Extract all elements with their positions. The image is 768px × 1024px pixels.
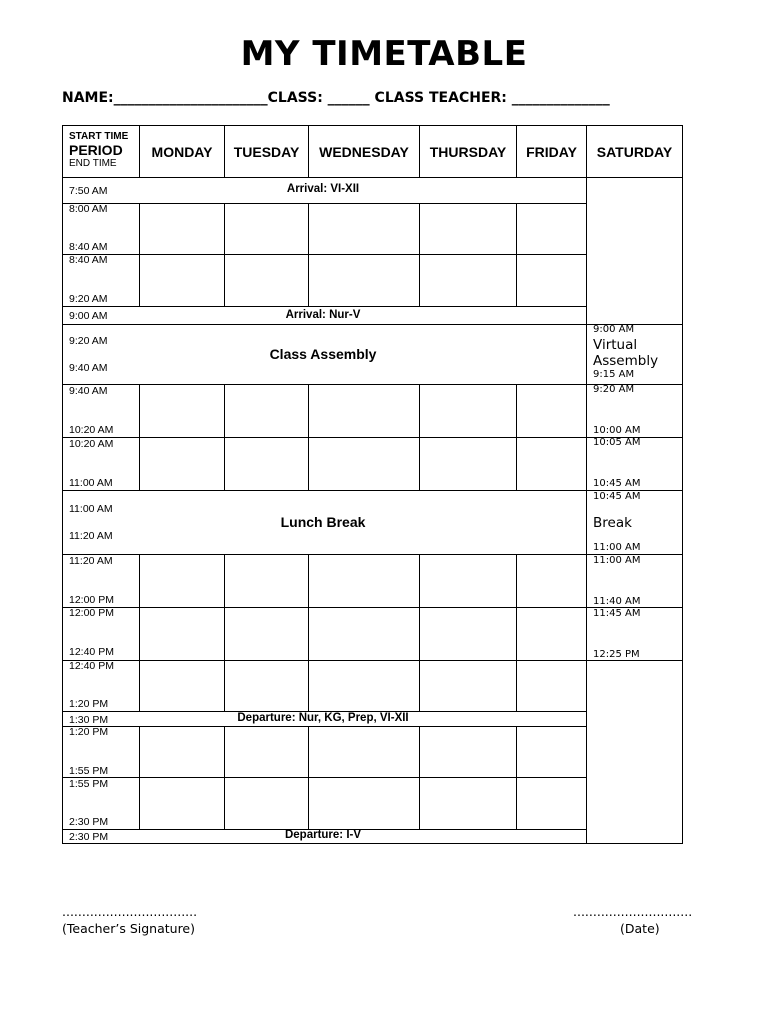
time-label: 9:20 AM bbox=[69, 335, 108, 347]
col-divider bbox=[419, 554, 420, 711]
day-header-friday: FRIDAY bbox=[526, 144, 577, 160]
day-header-thursday: THURSDAY bbox=[429, 144, 507, 160]
day-header-monday: MONDAY bbox=[151, 144, 213, 160]
col-divider bbox=[586, 126, 587, 843]
row-divider bbox=[63, 384, 682, 385]
saturday-time: 11:40 AM bbox=[593, 596, 641, 607]
teacher-signature-line: .................................. bbox=[62, 904, 198, 919]
time-label: 11:00 AM bbox=[69, 477, 113, 489]
saturday-time: 10:05 AM bbox=[593, 437, 641, 448]
saturday-time: 11:00 AM bbox=[593, 555, 641, 566]
saturday-time: 11:45 AM bbox=[593, 608, 641, 619]
row-divider bbox=[63, 490, 682, 491]
start-time-header: START TIME bbox=[69, 131, 129, 142]
col-divider bbox=[224, 726, 225, 829]
col-divider bbox=[308, 203, 309, 306]
row-divider bbox=[63, 437, 682, 438]
col-divider bbox=[516, 203, 517, 306]
row-divider bbox=[63, 554, 682, 555]
class-assembly-band: Class Assembly bbox=[269, 346, 377, 362]
col-divider bbox=[224, 554, 225, 711]
saturday-time: 12:25 PM bbox=[593, 649, 640, 660]
time-label: 9:40 AM bbox=[69, 362, 108, 374]
col-divider bbox=[516, 384, 517, 490]
day-header-wednesday: WEDNESDAY bbox=[319, 144, 409, 160]
time-label: 9:20 AM bbox=[69, 293, 108, 305]
col-divider bbox=[139, 554, 140, 711]
arrival-junior-band: Arrival: Nur-V bbox=[285, 309, 361, 321]
saturday-time: 9:20 AM bbox=[593, 384, 635, 395]
time-label: 9:40 AM bbox=[69, 385, 108, 397]
col-divider bbox=[139, 384, 140, 490]
time-label: 10:20 AM bbox=[69, 438, 114, 450]
col-divider bbox=[224, 203, 225, 306]
arrival-senior-band: Arrival: VI-XII bbox=[286, 183, 360, 195]
time-label: 11:20 AM bbox=[69, 530, 113, 542]
row-divider bbox=[63, 660, 682, 661]
col-divider bbox=[419, 384, 420, 490]
row-divider bbox=[63, 324, 682, 325]
day-header-tuesday: TUESDAY bbox=[233, 144, 300, 160]
teacher-signature-label: (Teacher’s Signature) bbox=[62, 921, 196, 936]
saturday-time: 10:45 AM bbox=[593, 478, 641, 489]
row-divider bbox=[63, 203, 586, 204]
saturday-virtual-label: Virtual bbox=[593, 337, 638, 353]
row-divider bbox=[63, 726, 586, 727]
col-divider bbox=[139, 726, 140, 829]
saturday-time: 9:00 AM bbox=[593, 324, 635, 335]
student-info-line: NAME:______________________CLASS: ______ CLASS TEACHER: ______________ bbox=[62, 90, 610, 106]
time-label: 1:30 PM bbox=[69, 714, 109, 726]
row-divider bbox=[63, 607, 682, 608]
time-label: 10:20 AM bbox=[69, 424, 114, 436]
end-time-header: END TIME bbox=[69, 158, 117, 169]
time-label: 7:50 AM bbox=[69, 185, 108, 197]
time-label: 12:00 PM bbox=[69, 594, 114, 606]
date-line: .............................. bbox=[573, 904, 693, 919]
saturday-break-label: Break bbox=[593, 515, 632, 531]
row-divider bbox=[63, 254, 586, 255]
col-divider bbox=[308, 726, 309, 829]
time-label: 1:20 PM bbox=[69, 698, 109, 710]
time-label: 2:30 PM bbox=[69, 831, 109, 843]
time-label: 8:40 AM bbox=[69, 241, 108, 253]
col-divider bbox=[308, 384, 309, 490]
timetable-grid bbox=[62, 125, 683, 844]
saturday-time: 10:45 AM bbox=[593, 491, 641, 502]
col-divider bbox=[419, 726, 420, 829]
time-label: 11:20 AM bbox=[69, 555, 113, 567]
date-label: (Date) bbox=[620, 921, 660, 936]
departure-late-band: Departure: I-V bbox=[284, 829, 362, 841]
col-divider bbox=[419, 203, 420, 306]
time-label: 1:20 PM bbox=[69, 726, 109, 738]
row-divider bbox=[63, 777, 586, 778]
time-label: 11:00 AM bbox=[69, 503, 113, 515]
time-label: 8:40 AM bbox=[69, 254, 108, 266]
departure-early-band: Departure: Nur, KG, Prep, VI-XII bbox=[237, 712, 409, 724]
day-header-saturday: SATURDAY bbox=[596, 144, 673, 160]
col-divider bbox=[516, 726, 517, 829]
lunch-break-band: Lunch Break bbox=[280, 514, 366, 530]
time-label: 12:40 PM bbox=[69, 660, 114, 672]
time-label: 12:40 PM bbox=[69, 646, 114, 658]
col-divider bbox=[224, 384, 225, 490]
row-divider bbox=[63, 306, 586, 307]
saturday-time: 11:00 AM bbox=[593, 542, 641, 553]
col-divider bbox=[139, 203, 140, 306]
period-header: PERIOD bbox=[69, 142, 123, 158]
time-label: 1:55 PM bbox=[69, 778, 109, 790]
time-label: 8:00 AM bbox=[69, 203, 108, 215]
page-title: MY TIMETABLE bbox=[240, 34, 528, 74]
saturday-time: 9:15 AM bbox=[593, 369, 635, 380]
saturday-time: 10:00 AM bbox=[593, 425, 641, 436]
time-label: 12:00 PM bbox=[69, 607, 114, 619]
time-label: 2:30 PM bbox=[69, 816, 109, 828]
col-divider bbox=[308, 554, 309, 711]
time-label: 9:00 AM bbox=[69, 310, 108, 322]
time-label: 1:55 PM bbox=[69, 765, 109, 777]
col-divider bbox=[516, 554, 517, 711]
saturday-assembly-label: Assembly bbox=[593, 353, 659, 369]
